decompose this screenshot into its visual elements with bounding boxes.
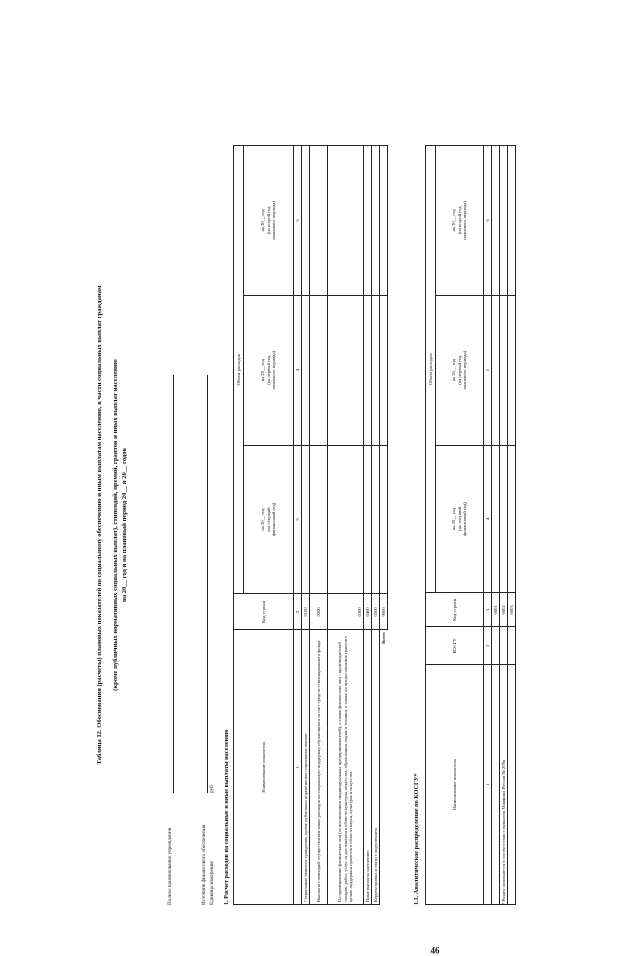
table-period: на 20__ год и на плановый период 20__ и 20__ годов bbox=[121, 448, 128, 602]
value-cell[interactable] bbox=[372, 146, 380, 296]
institution-label: Полное наименование учреждения bbox=[167, 827, 173, 905]
value-cell[interactable] bbox=[508, 445, 516, 593]
kosgu-cell[interactable] bbox=[500, 627, 508, 665]
value-cell[interactable] bbox=[302, 445, 310, 594]
col-volume-group-header: Объем расходов bbox=[426, 146, 436, 593]
section11-heading: 1.1. Аналитическое распределение по КОСГУ* bbox=[413, 773, 420, 905]
source-value-line bbox=[207, 375, 208, 793]
table-row: На премирование физических лиц (за исключением индивидуальных предпринимателей), а также физических лиц - производителей товаров, работ, услуг за достижения в области культуры, искусства, образования, науки и техники, а также на предоставление грантов с целью поддержки проектов в области науки, культуры и искусства 0300 bbox=[328, 146, 364, 905]
name-cell[interactable] bbox=[492, 665, 500, 905]
value-cell[interactable] bbox=[380, 146, 388, 296]
source-label: Источник финансового обеспечения bbox=[201, 824, 207, 905]
value-cell[interactable] bbox=[364, 146, 372, 296]
value-cell[interactable] bbox=[310, 295, 328, 445]
value-cell[interactable] bbox=[328, 445, 364, 594]
value-cell[interactable] bbox=[310, 146, 328, 296]
col-current-year-header: на 20__ год (на текущий финансовый год) bbox=[244, 445, 294, 594]
col-second-year-header: на 20__ год (на второй год планового периода) bbox=[436, 146, 484, 296]
column-numbers-row: 1 2 3 4 5 6 bbox=[484, 146, 492, 905]
table-title: Таблица 12. Обоснования (расчеты) плановых показателей по социальному обеспечению и иным выплатам населению, в части социальных выплат гражданам bbox=[96, 285, 103, 765]
kosgu-cell[interactable] bbox=[492, 627, 500, 665]
value-cell[interactable] bbox=[302, 146, 310, 296]
table-row: Корректировка и связи с округлением 0500 bbox=[372, 146, 380, 905]
table-row: 0002 bbox=[500, 146, 508, 905]
kosgu-cell[interactable] bbox=[508, 627, 516, 665]
table-subtitle: (кроме публичных нормативных социальных выплат), стипендий, премий, грантов и иных выплат населению bbox=[112, 359, 119, 691]
col-name-header: Наименование показателя bbox=[234, 630, 294, 905]
rotated-page bbox=[95, 145, 515, 956]
value-cell[interactable] bbox=[364, 445, 372, 594]
col-second-year-header: на 20__ год (на второй год планового периода) bbox=[244, 146, 294, 296]
table-row: Иные выплаты населению 0400 bbox=[364, 146, 372, 905]
page-number: 46 bbox=[430, 945, 440, 956]
col-code-header: Код строки bbox=[234, 594, 294, 630]
table-row: 0003 bbox=[508, 146, 516, 905]
value-cell[interactable] bbox=[492, 295, 500, 445]
value-cell[interactable] bbox=[372, 295, 380, 445]
value-cell[interactable] bbox=[500, 445, 508, 593]
value-cell[interactable] bbox=[500, 295, 508, 445]
col-code-header: Код строки bbox=[426, 593, 484, 627]
value-cell[interactable] bbox=[380, 295, 388, 445]
value-cell[interactable] bbox=[492, 445, 500, 593]
table-row: 0001 bbox=[492, 146, 500, 905]
value-cell[interactable] bbox=[328, 146, 364, 296]
table-row: Социальные выплаты гражданам, кроме публичных нормативных социальных выплат 0100 bbox=[302, 146, 310, 905]
value-cell[interactable] bbox=[500, 146, 508, 296]
value-cell[interactable] bbox=[372, 445, 380, 594]
table-row: Выплаты стипендий, осуществление иных расходов на социальную поддержку обучающихся за счет средств стипендиального фонда 0200 bbox=[310, 146, 328, 905]
col-first-year-header: на 20__ год (на первый год планового периода) bbox=[244, 295, 294, 445]
value-cell[interactable] bbox=[508, 146, 516, 296]
value-cell[interactable] bbox=[302, 295, 310, 445]
footnote: * Раздел заполняется в соответствии с приказом Минфина России № 209н bbox=[501, 759, 506, 905]
total-row: Всего 9000 bbox=[380, 146, 388, 905]
col-current-year-header: на 20__ год (на текущий финансовый год) bbox=[436, 445, 484, 593]
unit-value: руб bbox=[209, 785, 215, 793]
value-cell[interactable] bbox=[328, 295, 364, 445]
unit-label: Единица измерения bbox=[209, 861, 215, 905]
col-first-year-header: на 20__ год (на первый год планового периода) bbox=[436, 295, 484, 445]
col-kosgu-header: КОСГУ bbox=[426, 627, 484, 665]
value-cell[interactable] bbox=[492, 146, 500, 296]
value-cell[interactable] bbox=[508, 295, 516, 445]
col-name-header: Наименование показателя bbox=[426, 665, 484, 905]
institution-value-line bbox=[173, 375, 174, 793]
value-cell[interactable] bbox=[380, 445, 388, 594]
section1-table bbox=[233, 145, 388, 905]
value-cell[interactable] bbox=[310, 445, 328, 594]
section1-heading: 1. Расчет расходов на социальные и иные выплаты населению bbox=[223, 729, 230, 905]
column-numbers-row: 1 2 3 4 5 bbox=[294, 146, 302, 905]
col-volume-group-header: Объем расходов bbox=[234, 146, 244, 594]
name-cell[interactable] bbox=[508, 665, 516, 905]
value-cell[interactable] bbox=[364, 295, 372, 445]
